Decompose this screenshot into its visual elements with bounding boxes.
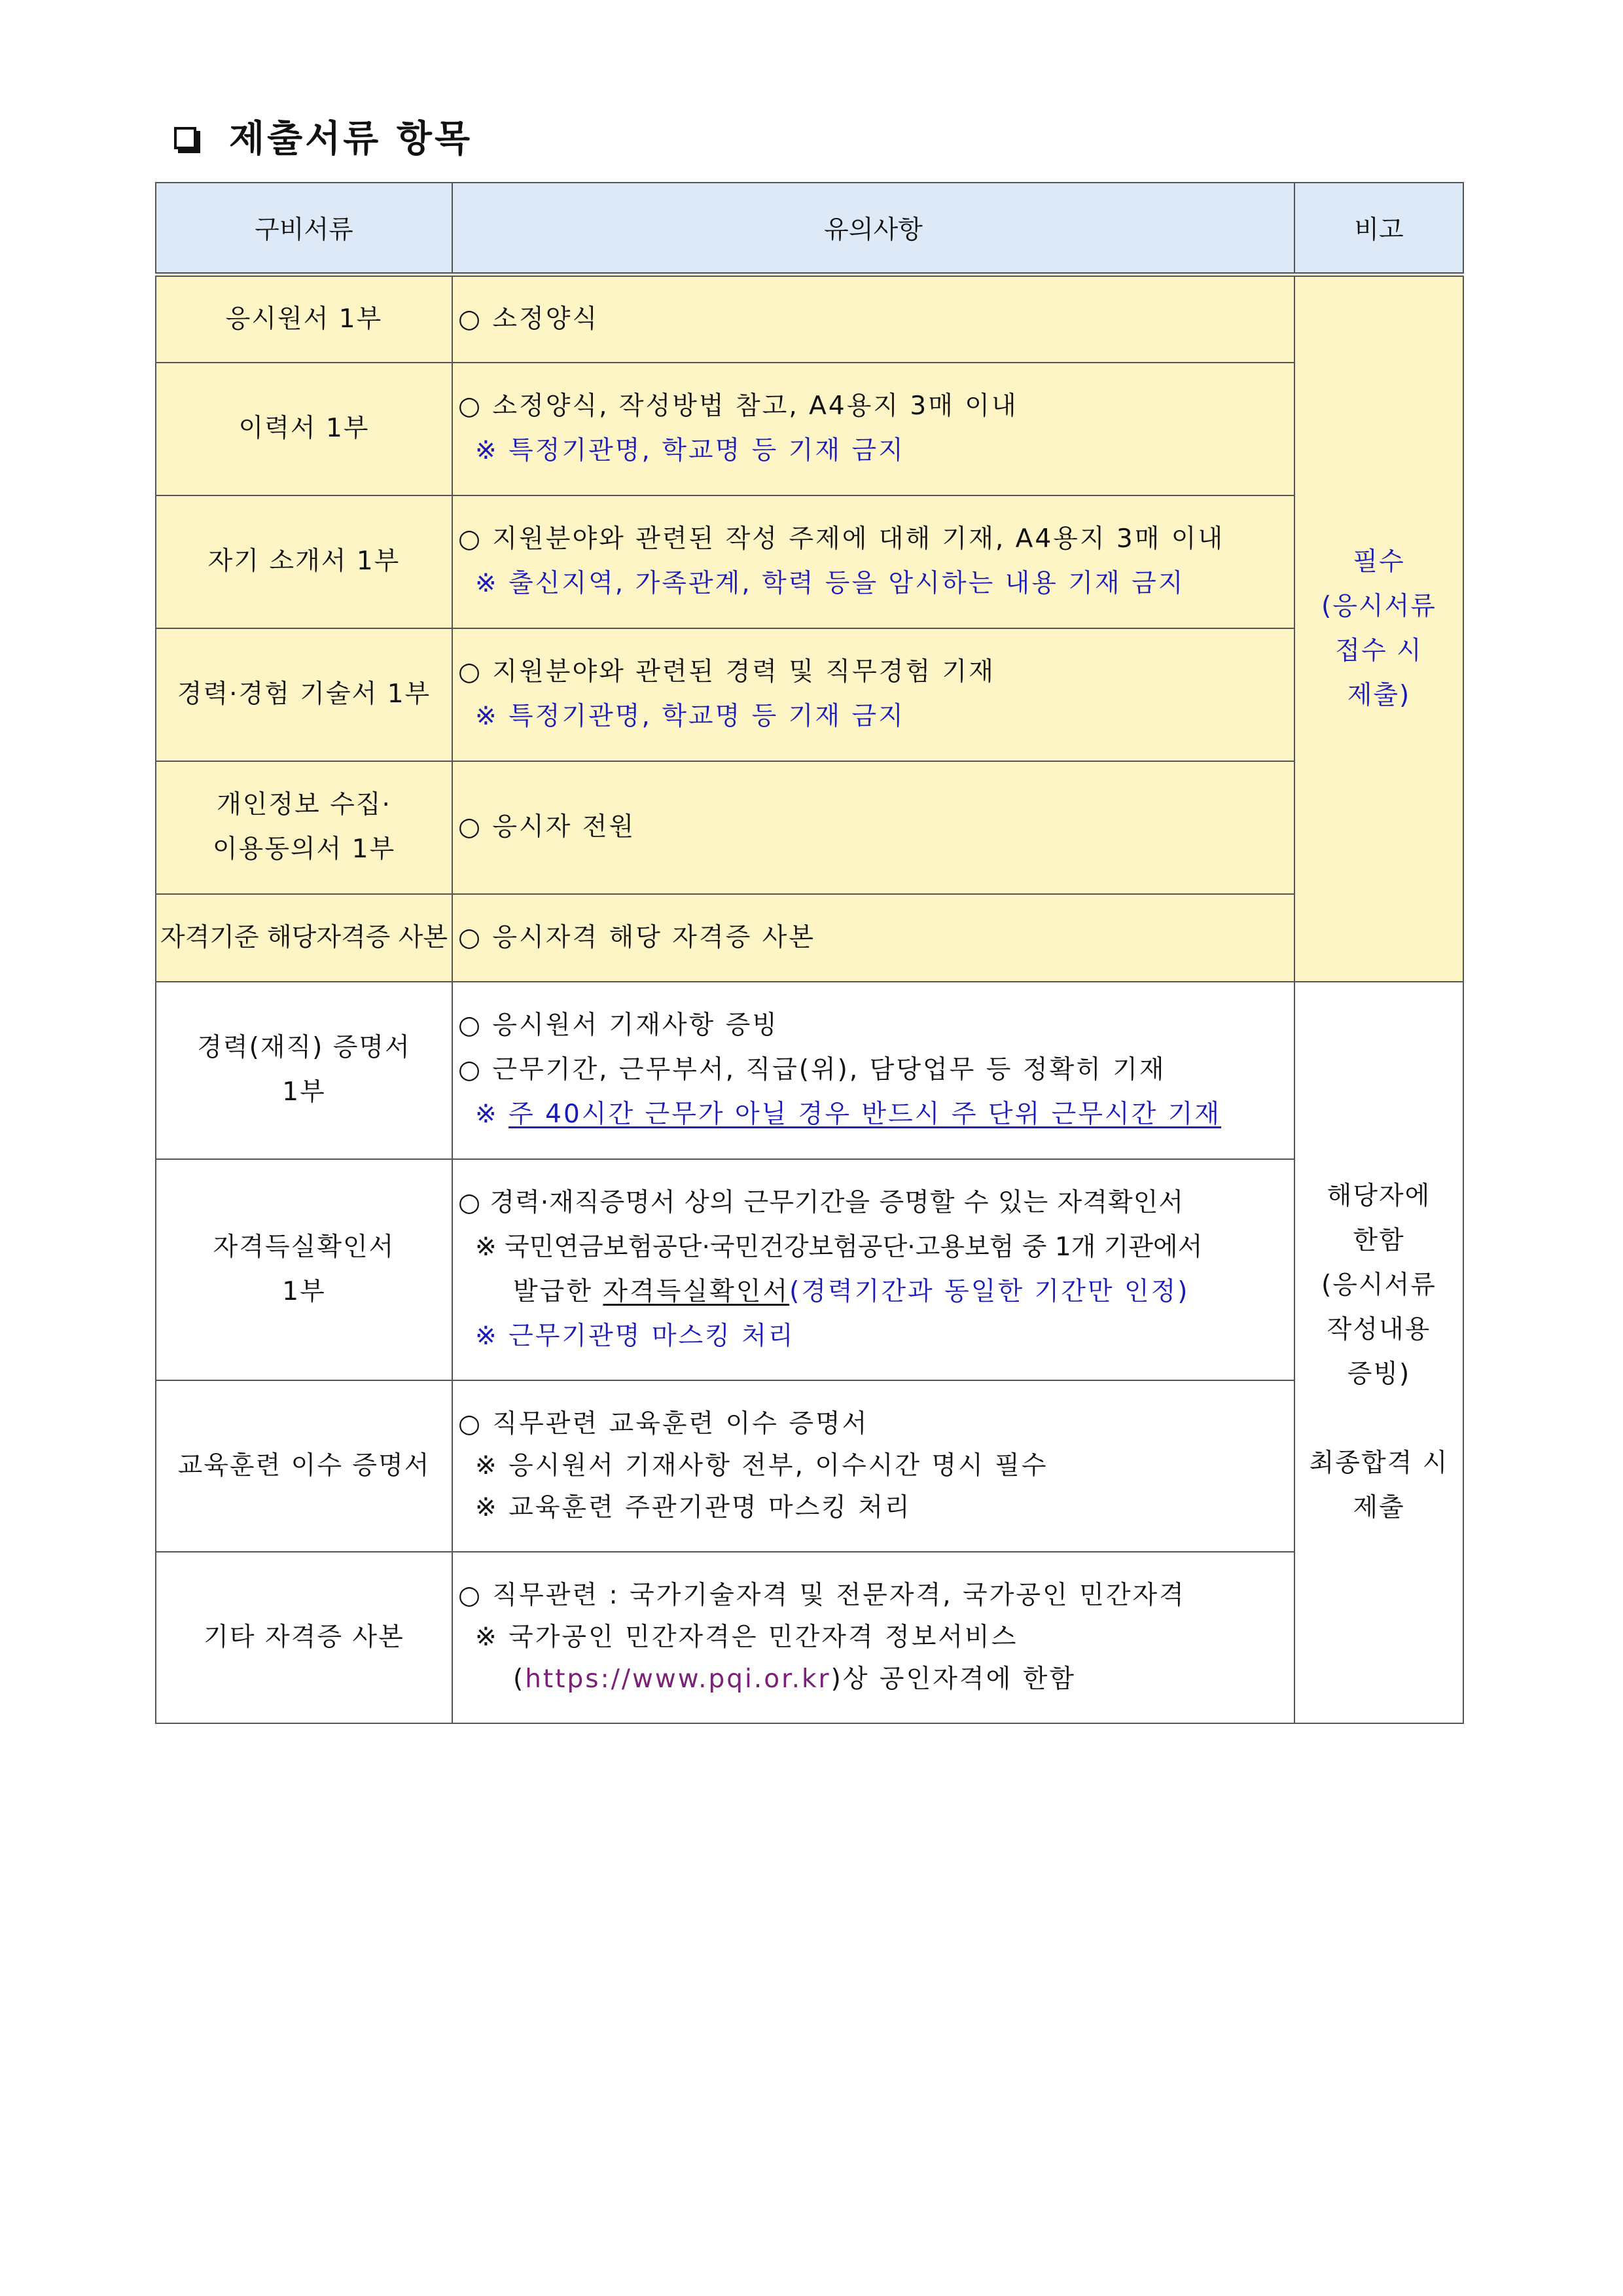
note-line: ○ 소정양식: [458, 304, 599, 334]
document-name-text: 응시원서 1부: [225, 304, 383, 334]
note-line: [458, 1270, 1294, 1314]
note-line: ※ 국가공인 민간자격은 민간자격 정보서비스: [475, 1622, 1018, 1652]
note-warning-line: [458, 1092, 1294, 1137]
note-line: ※ 응시원서 기재사항 전부, 이수시간 명시 필수: [475, 1450, 1048, 1480]
table-row: [156, 363, 1463, 495]
document-notes: [452, 894, 1294, 982]
document-name-text: 자격득실확인서: [213, 1232, 395, 1262]
remark-applicable: [1294, 982, 1463, 1723]
document-name-text: 자격기준 해당자격증 사본: [160, 922, 448, 952]
note-line: ○ 소정양식, 작성방법 참고, A4용지 3매 이내: [458, 391, 1018, 421]
document-name-text: 이용동의서 1부: [212, 834, 396, 864]
section-title: 제출서류 항목: [229, 118, 473, 160]
document-name-text: 1부: [282, 1276, 326, 1306]
note-line: ○ 응시원서 기재사항 증빙: [458, 1011, 779, 1040]
document-name-text: 기타 자격증 사본: [204, 1622, 404, 1652]
document-notes: [452, 628, 1294, 761]
document-name: [156, 761, 452, 894]
pqi-link[interactable]: https://www.pqi.or.kr: [525, 1664, 831, 1694]
note-line: ○ 경력·재직증명서 상의 근무기간을 증명할 수 있는 자격확인서: [458, 1187, 1185, 1217]
document-name: [156, 1380, 452, 1552]
remark-line: (응시서류: [1321, 1270, 1436, 1300]
table-row: [156, 1159, 1463, 1380]
document-name: [156, 363, 452, 495]
remark-line: 필수: [1353, 547, 1405, 577]
header-remarks: 비고: [1294, 183, 1463, 275]
remark-line: 제출): [1347, 680, 1411, 710]
note-highlight-text: (경력기간과 동일한 기간만 인정): [789, 1276, 1190, 1306]
table-row: [156, 275, 1463, 363]
document-name: [156, 894, 452, 982]
document-notes: [452, 1159, 1294, 1380]
document-name-text: 경력(재직) 증명서: [197, 1033, 411, 1062]
remark-line: 해당자에: [1327, 1181, 1431, 1211]
note-text: (: [513, 1664, 526, 1694]
note-line: ※ 교육훈련 주관기관명 마스킹 처리: [475, 1492, 912, 1522]
table-row: [156, 1552, 1463, 1723]
remark-line: 접수 시: [1335, 636, 1423, 666]
document-notes: [452, 495, 1294, 628]
table-row: [156, 628, 1463, 761]
remark-spacer: [1295, 1397, 1463, 1441]
note-text: 발급한: [513, 1276, 603, 1306]
document-notes: [452, 1380, 1294, 1552]
document-name: [156, 275, 452, 363]
table-row: [156, 982, 1463, 1159]
note-line: ○ 직무관련 교육훈련 이수 증명서: [458, 1408, 869, 1439]
document-notes: [452, 1552, 1294, 1723]
document-name-text: 교육훈련 이수 증명서: [177, 1450, 431, 1480]
header-notes: 유의사항: [452, 183, 1294, 275]
table-header-row: [156, 183, 1463, 275]
note-line: ○ 근무기간, 근무부서, 직급(위), 담당업무 등 정확히 기재: [458, 1055, 1166, 1085]
document-notes: [452, 761, 1294, 894]
document-notes: [452, 982, 1294, 1159]
note-line: ○ 직무관련 : 국가기술자격 및 전문자격, 국가공인 민간자격: [458, 1580, 1186, 1610]
remark-line: 한함: [1353, 1226, 1405, 1255]
table-row: [156, 894, 1463, 982]
note-underlined-text: 자격득실확인서: [603, 1276, 790, 1306]
note-line: ○ 지원분야와 관련된 작성 주제에 대해 기재, A4용지 3매 이내: [458, 524, 1225, 554]
note-line: [458, 1659, 1294, 1700]
document-name-text: 경력·경험 기술서 1부: [177, 679, 431, 709]
table-row: [156, 1380, 1463, 1552]
remark-line: 최종합격 시: [1309, 1448, 1449, 1478]
document-name: [156, 628, 452, 761]
header-documents: 구비서류: [156, 183, 452, 275]
note-warning-line: ※ 특정기관명, 학교명 등 기재 금지: [475, 436, 905, 465]
remark-line: 제출: [1353, 1493, 1405, 1522]
table-row: [156, 761, 1463, 894]
note-text: )상 공인자격에 한함: [830, 1664, 1077, 1694]
note-warning-line: ※ 출신지역, 가족관계, 학력 등을 암시하는 내용 기재 금지: [475, 569, 1185, 598]
note-warning-line: ※ 특정기관명, 학교명 등 기재 금지: [475, 702, 905, 731]
document-name: [156, 982, 452, 1159]
document-name: [156, 1552, 452, 1723]
document-notes: [452, 275, 1294, 363]
document-name-text: 개인정보 수집·: [217, 790, 391, 819]
checkbox-square-icon: [174, 127, 196, 149]
note-line: ○ 응시자 전원: [458, 812, 636, 842]
note-underlined-text: 주 40시간 근무가 아닐 경우 반드시 주 단위 근무시간 기재: [508, 1100, 1222, 1129]
document-name-text: 자기 소개서 1부: [207, 547, 401, 576]
document-name: [156, 1159, 452, 1380]
section-heading: [174, 110, 473, 162]
remark-line: (응시서류: [1321, 591, 1436, 621]
note-line: ○ 지원분야와 관련된 경력 및 직무경험 기재: [458, 657, 995, 687]
document-name-text: 이력서 1부: [238, 414, 370, 443]
document-notes: [452, 363, 1294, 495]
remark-line: 작성내용: [1327, 1315, 1431, 1344]
note-line: ※ 국민연금보험공단·국민건강보험공단·고용보험 중 1개 기관에서: [475, 1232, 1203, 1262]
document-name-text: 1부: [282, 1077, 326, 1107]
remark-required: [1294, 275, 1463, 982]
documents-table: [155, 182, 1464, 1724]
table-row: [156, 495, 1463, 628]
remark-line: 증빙): [1347, 1359, 1411, 1389]
document-name: [156, 495, 452, 628]
note-prefix: ※: [475, 1100, 509, 1129]
note-line: ○ 응시자격 해당 자격증 사본: [458, 922, 816, 952]
note-warning-line: ※ 근무기관명 마스킹 처리: [475, 1321, 795, 1351]
